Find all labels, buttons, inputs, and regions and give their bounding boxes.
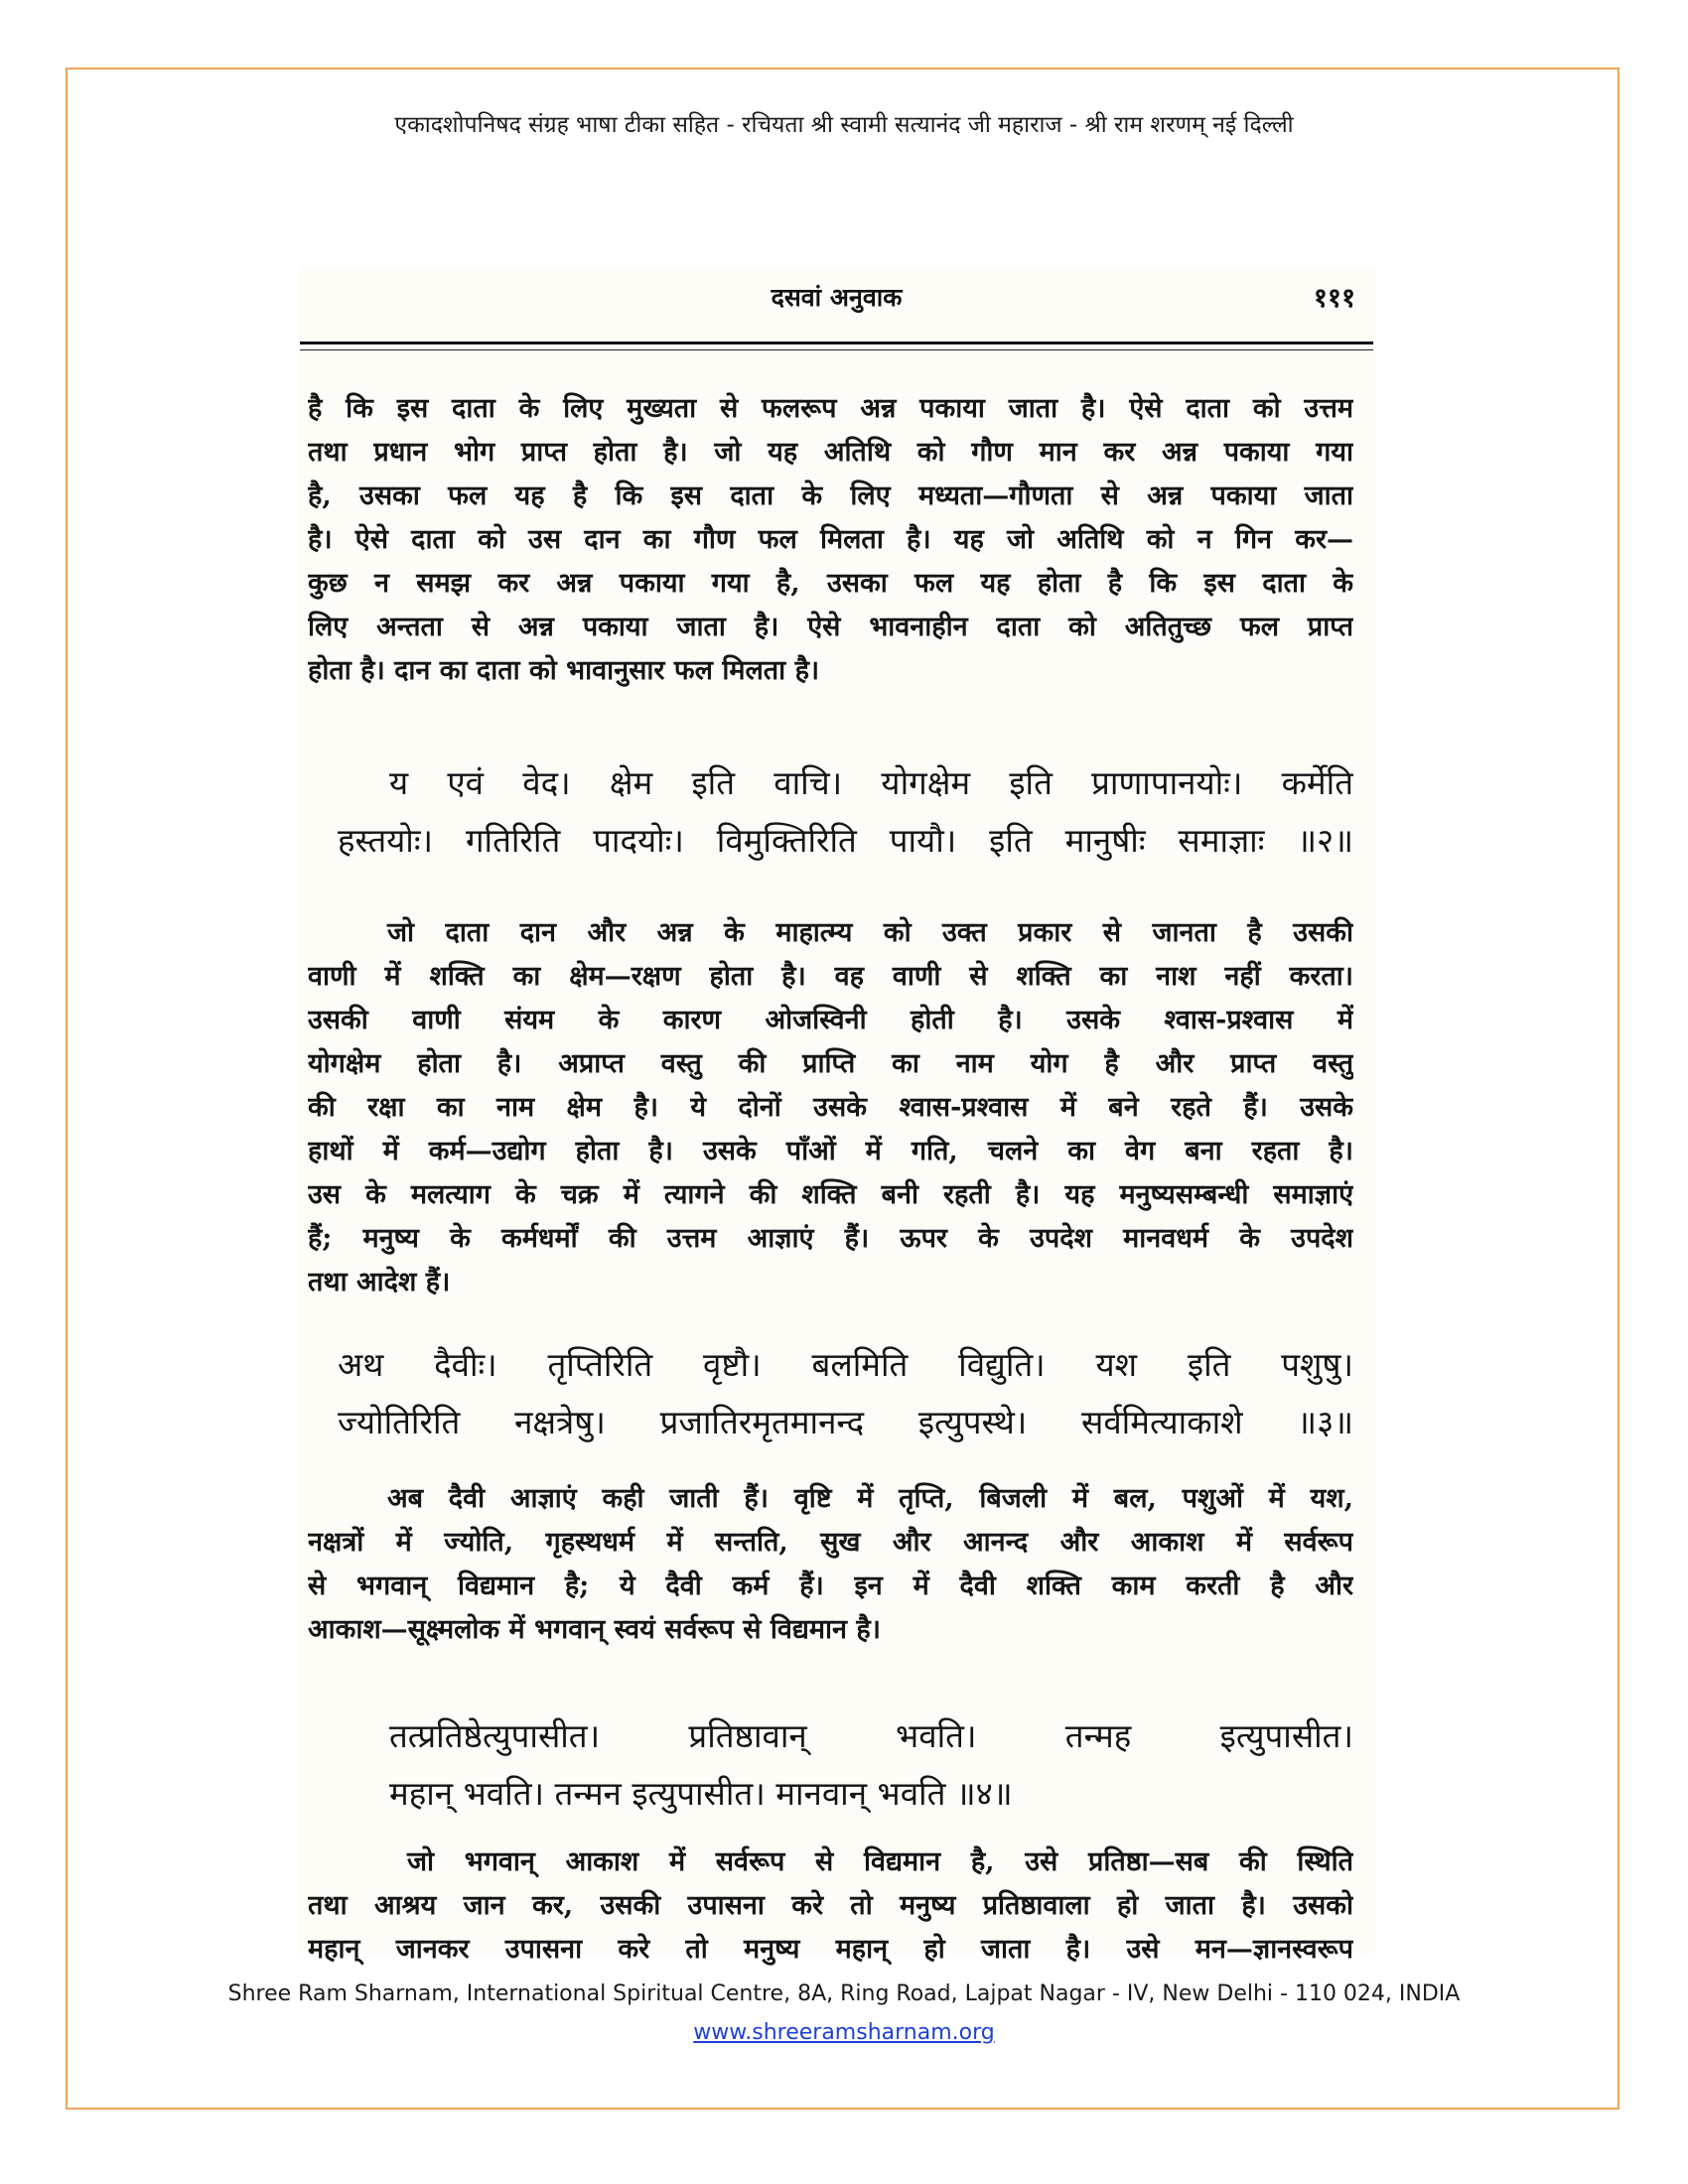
text-line: तथा आश्रय जान कर, उसकी उपासना करे तो मनुष्य प्रतिष्ठावाला हो जाता है। उसको [308, 1890, 1353, 1921]
text-line: महान् जानकर उपासना करे तो मनुष्य महान् हो जाता है। उसे मन—ज्ञानस्वरूप [308, 1934, 1353, 1965]
verse-4 [389, 1707, 1353, 1823]
text-line: जो दाता दान और अन्न के माहात्म्य को उक्त प्रकार से जानता है उसकी [387, 917, 1353, 948]
paragraph-4 [308, 1841, 1353, 1972]
text-line: वाणी में शक्ति का क्षेम—रक्षण होता है। वह वाणी से शक्ति का नाश नहीं करता। [308, 961, 1353, 992]
running-head [298, 276, 1375, 316]
text-line: की रक्षा का नाम क्षेम है। ये दोनों उसके श्वास-प्रश्वास में बने रहते हैं। उसके [308, 1092, 1353, 1123]
text-line: है, उसका फल यह है कि इस दाता के लिए मध्यता—गौणता से अन्न पकाया जाता [308, 480, 1353, 511]
text-line: तथा आदेश हैं। [308, 1267, 451, 1297]
scanned-page [298, 266, 1375, 1965]
text-line: है। ऐसे दाता को उस दान का गौण फल मिलता है। यह जो अतिथि को न गिन कर— [308, 524, 1353, 555]
text-line: नक्षत्रों में ज्योति, गृहस्थधर्म में सन्तति, सुख और आनन्द और आकाश में सर्वरूप [308, 1527, 1353, 1558]
verse-3 [338, 1336, 1353, 1451]
verse-line: य एवं वेद। क्षेम इति वाचि। योगक्षेम इति प्राणापानयोः। कर्मेति [389, 763, 1353, 802]
verse-line: महान् भवति। तन्मन इत्युपासीत। मानवान् भवति ॥४॥ [389, 1774, 1013, 1813]
text-line: होता है। दान का दाता को भावानुसार फल मिलता है। [308, 655, 820, 686]
paragraph-2 [308, 911, 1353, 1304]
text-line: योगक्षेम होता है। अप्राप्त वस्तु की प्राप्ति का नाम योग है और प्राप्त वस्तु [308, 1048, 1353, 1079]
paragraph-3 [308, 1477, 1353, 1652]
verse-line: तत्प्रतिष्ठेत्युपासीत। प्रतिष्ठावान् भवति। तन्मह इत्युपासीत। [389, 1716, 1353, 1755]
running-title: दसवां अनुवाक [771, 283, 903, 312]
text-line: उसकी वाणी संयम के कारण ओजस्विनी होती है। उसके श्वास-प्रश्वास में [308, 1005, 1353, 1035]
header-rule [300, 341, 1373, 344]
text-line: तथा प्रधान भोग प्राप्त होता है। जो यह अतिथि को गौण मान कर अन्न पकाया गया [308, 437, 1353, 468]
text-line: अब दैवी आज्ञाएं कही जाती हैं। वृष्टि में तृप्ति, बिजली में बल, पशुओं में यश, [387, 1483, 1353, 1514]
text-line: हाथों में कर्म—उद्योग होता है। उसके पाँओं में गति, चलने का वेग बना रहता है। [308, 1136, 1353, 1166]
page-number: १११ [1313, 283, 1355, 314]
text-line: लिए अन्तता से अन्न पकाया जाता है। ऐसे भावनाहीन दाता को अतितुच्छ फल प्राप्त [308, 612, 1353, 642]
text-line: है कि इस दाता के लिए मुख्यता से फलरूप अन्न पकाया जाता है। ऐसे दाता को उत्तम [308, 393, 1353, 424]
verse-line: हस्तयोः। गतिरिति पादयोः। विमुक्तिरिति पायौ। इति मानुषीः समाज्ञाः ॥२॥ [338, 821, 1353, 860]
footer-address: Shree Ram Sharnam, International Spiritual Centre, 8A, Ring Road, Lajpat Nagar - IV, New Delhi - 110 024, INDIA [227, 1981, 1461, 2006]
verse-2 [389, 754, 1353, 812]
verse-line: अथ दैवीः। तृप्तिरिति वृष्टौ। बलमिति विद्युति। यश इति पशुषु। [338, 1345, 1353, 1384]
text-line: जो भगवान् आकाश में सर्वरूप से विद्यमान है, उसे प्रतिष्ठा—सब की स्थिति [407, 1846, 1353, 1877]
website-link[interactable]: www.shreeramsharnam.org [693, 2020, 995, 2045]
header-rule-thin [300, 349, 1373, 350]
text-line: से भगवान् विद्यमान है; ये दैवी कर्म हैं। इन में दैवी शक्ति काम करती है और [308, 1570, 1353, 1601]
paragraph-1 [308, 387, 1353, 693]
text-line: हैं; मनुष्य के कर्मधर्मों की उत्तम आज्ञाएं हैं। ऊपर के उपदेश मानवधर्म के उपदेश [308, 1223, 1353, 1254]
verse-line: ज्योतिरिति नक्षत्रेषु। प्रजातिरमृतमानन्द इत्युपस्थे। सर्वमित्याकाशे ॥३॥ [338, 1403, 1353, 1441]
verse-2-line-2 [338, 812, 1353, 870]
text-line: कुछ न समझ कर अन्न पकाया गया है, उसका फल यह होता है कि इस दाता के [308, 568, 1353, 599]
footer-link-container [0, 2020, 1688, 2045]
text-line: आकाश—सूक्ष्मलोक में भगवान् स्वयं सर्वरूप से विद्यमान है। [308, 1614, 881, 1645]
document-header: एकादशोपनिषद संग्रह भाषा टीका सहित - रचियता श्री स्वामी सत्यानंद जी महाराज - श्री राम शरणम् नई दिल्ली [394, 112, 1294, 138]
text-line: उस के मलत्याग के चक्र में त्यागने की शक्ति बनी रहती है। यह मनुष्यसम्बन्धी समाज्ञाएं [308, 1179, 1353, 1210]
